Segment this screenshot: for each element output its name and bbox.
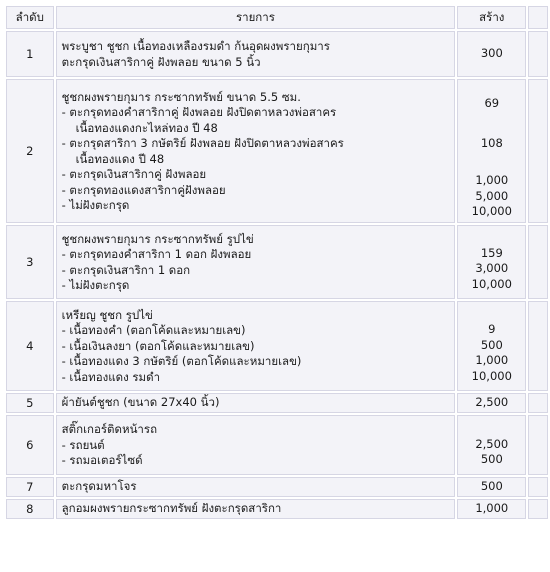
row-item <box>56 31 456 77</box>
qty-value: 500 <box>480 452 503 466</box>
row-qty <box>457 225 526 299</box>
row-qty <box>457 301 526 391</box>
item-line: - ไม่ฝังตะกรุด <box>61 278 130 292</box>
row-extra <box>528 301 548 391</box>
item-line: ชูชกผงพรายกุมาร กระซากทรัพย์ รูปไข่ <box>61 231 254 246</box>
header-item: รายการ <box>56 6 456 29</box>
item-line: เนื้อทองแดงกะไหล่ทอง ปี 48 <box>75 120 218 135</box>
row-extra <box>528 79 548 223</box>
row-number: 8 <box>6 499 54 519</box>
table-row <box>6 393 548 413</box>
item-line: เหรียญ ชูชก รูปไข่ <box>61 307 153 322</box>
item-line: ผ้ายันต์ชูชก (ขนาด 27x40 นิ้ว) <box>61 395 220 410</box>
row-item <box>56 477 456 497</box>
item-line: เนื้อทองแดง ปี 48 <box>75 151 165 166</box>
row-item <box>56 225 456 299</box>
item-line: - รถมอเตอร์ไซด์ <box>61 453 143 468</box>
qty-value: 69 <box>484 96 500 111</box>
qty-value: 159 <box>480 245 503 260</box>
row-number: 2 <box>6 79 54 223</box>
qty-value: 1,000 <box>475 501 509 516</box>
item-line: - ตะกรุดทองคำสาริกาคู่ ฝังพลอย ฝังปิดตาหลวงพ่อสาคร <box>61 105 337 119</box>
row-number: 7 <box>6 477 54 497</box>
item-line: สติ๊กเกอร์ติดหน้ารถ <box>61 422 158 437</box>
row-number: 1 <box>6 31 54 77</box>
header-qty: สร้าง <box>457 6 526 29</box>
qty-value: 2,500 <box>475 395 509 410</box>
qty-value: 10,000 <box>471 368 512 383</box>
qty-value: 3,000 <box>475 261 509 276</box>
qty-value: 108 <box>480 135 503 150</box>
table-row <box>6 477 548 497</box>
item-line: - เนื้อทองแดง รมดำ <box>61 369 161 384</box>
qty-value: 9 <box>488 322 496 336</box>
row-extra <box>528 31 548 77</box>
item-line: ลูกอมผงพรายกระซากทรัพย์ ฝังตะกรุดสาริกา <box>61 501 282 516</box>
row-item <box>56 415 456 475</box>
table-row <box>6 225 548 299</box>
row-number: 5 <box>6 393 54 413</box>
header-no: ลำดับ <box>6 6 54 29</box>
item-line: - ตะกรุดเงินสาริกา 1 ดอก <box>61 262 191 277</box>
row-qty <box>457 477 526 497</box>
row-qty <box>457 31 526 77</box>
item-line: - เนื้อทองแดง 3 กษัตริย์ (ตอกโค้ดและหมายเลข) <box>61 354 302 369</box>
header-extra <box>528 6 548 29</box>
item-line: - ไม่ฝังตะกรุด <box>61 198 130 212</box>
item-line: ตะกรุดมหาโจร <box>61 479 137 494</box>
qty-value: 300 <box>480 46 503 61</box>
row-item <box>56 301 456 391</box>
qty-value: 5,000 <box>475 188 509 203</box>
qty-value: 500 <box>480 479 503 494</box>
row-item <box>56 79 456 223</box>
qty-value: 2,500 <box>475 436 509 451</box>
item-line: - รถยนต์ <box>61 437 105 452</box>
row-number: 6 <box>6 415 54 475</box>
row-extra <box>528 415 548 475</box>
item-line: - เนื้อเงินลงยา (ตอกโค้ดและหมายเลข) <box>61 338 255 353</box>
item-line: - ตะกรุดทองคำสาริกา 1 ดอก ฝังพลอย <box>61 247 252 261</box>
row-item <box>56 499 456 519</box>
item-line: ชูชกผงพรายกุมาร กระซากทรัพย์ ขนาด 5.5 ซม. <box>61 89 301 104</box>
table-row <box>6 31 548 77</box>
item-line: - ตะกรุดเงินสาริกาคู่ ฝังพลอย <box>61 167 207 181</box>
item-line: - เนื้อทองคำ (ตอกโค้ดและหมายเลข) <box>61 323 246 338</box>
row-extra <box>528 225 548 299</box>
header-row <box>6 6 548 29</box>
row-extra <box>528 499 548 519</box>
row-qty <box>457 79 526 223</box>
row-extra <box>528 393 548 413</box>
qty-value: 1,000 <box>475 353 509 367</box>
table-row <box>6 301 548 391</box>
row-qty <box>457 393 526 413</box>
items-table <box>4 4 550 521</box>
row-qty <box>457 499 526 519</box>
row-number: 4 <box>6 301 54 391</box>
table-row <box>6 415 548 475</box>
item-line: ตะกรุดเงินสาริกาคู่ ฝังพลอย ขนาด 5 นิ้ว <box>61 54 261 69</box>
item-line: พระบูชา ชูชก เนื้อทองเหลืองรมดำ ก้นอุดผงพรายกุมาร <box>61 39 330 53</box>
table-row <box>6 79 548 223</box>
qty-value: 10,000 <box>471 276 512 291</box>
row-qty <box>457 415 526 475</box>
qty-value: 10,000 <box>471 204 512 219</box>
qty-value: 500 <box>480 337 503 352</box>
table-row <box>6 499 548 519</box>
item-line: - ตะกรุดทองแดงสาริกาคู่ฝังพลอย <box>61 182 226 197</box>
qty-value: 1,000 <box>475 173 509 188</box>
item-line: - ตะกรุดสาริกา 3 กษัตริย์ ฝังพลอย ฝังปิดตาหลวงพ่อสาคร <box>61 136 344 150</box>
row-extra <box>528 477 548 497</box>
row-item <box>56 393 456 413</box>
row-number: 3 <box>6 225 54 299</box>
